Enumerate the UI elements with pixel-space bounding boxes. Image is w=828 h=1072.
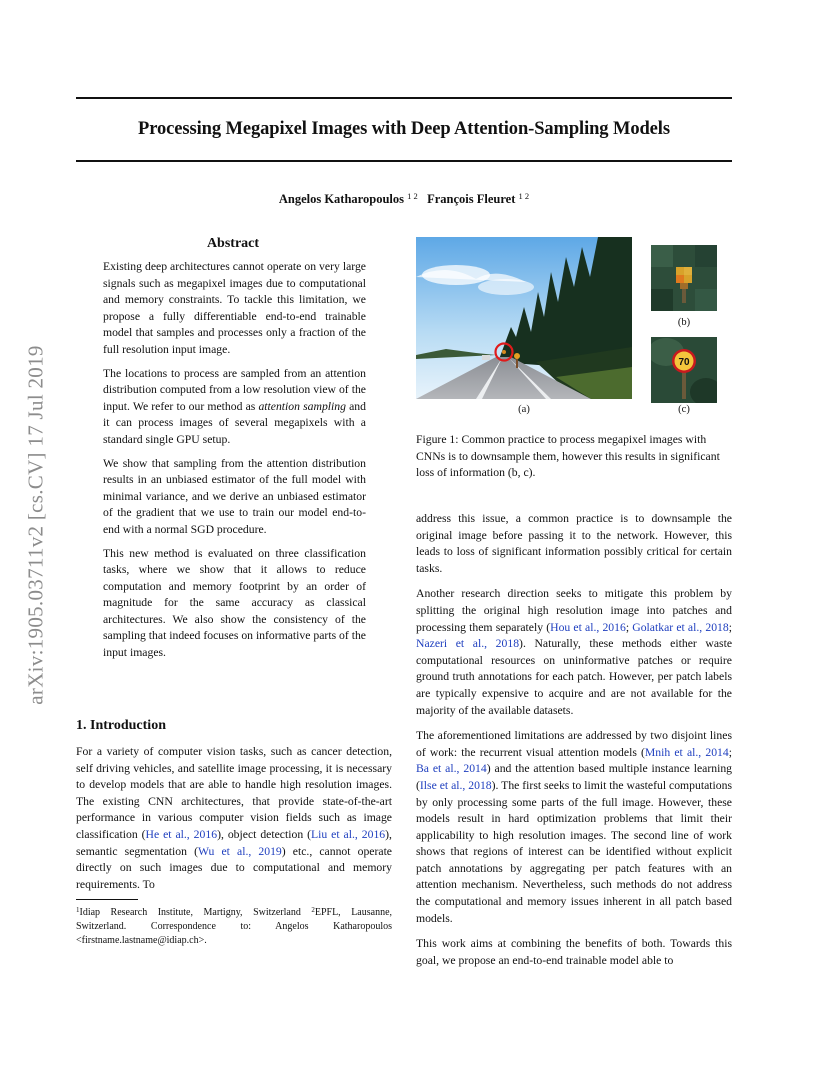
- section-heading-introduction: 1. Introduction: [76, 718, 166, 733]
- paper-title: Processing Megapixel Images with Deep Attention-Sampling Models: [138, 119, 670, 139]
- body-paragraph: [416, 586, 732, 719]
- intro-paragraph: [76, 744, 392, 893]
- citation-link[interactable]: Ba et al., 2014: [416, 762, 487, 776]
- footnote-rule: [76, 899, 138, 900]
- figure-highres-patch: [651, 337, 717, 403]
- emphasis-text: attention sampling: [258, 399, 346, 413]
- text-span: The aforementioned limitations are addressed by two disjoint lines of work: the recurrent visual attention models (: [416, 729, 732, 759]
- author-affiliation: 1 2: [518, 191, 530, 201]
- right-column-body: [416, 511, 732, 978]
- footnote: [76, 904, 392, 947]
- figure-caption: Figure 1: Common practice to process megapixel images with CNNs is to downsample them, however this results in significant loss of information (b, c).: [416, 433, 720, 480]
- arxiv-id: arXiv:1905.03711v2 [cs.CV] 17 Jul 2019: [23, 345, 48, 705]
- text-span: and it can process images of several megapixels with a standard single GPU setup.: [103, 399, 366, 446]
- citation-link[interactable]: Nazeri et al., 2018: [416, 637, 520, 651]
- citation-link[interactable]: Golatkar et al., 2018: [632, 620, 729, 634]
- body-paragraph: address this issue, a common practice is to downsample the original image before passing it to the network. However, this leads to loss of significant information possibly critical for certain tasks.: [416, 512, 732, 575]
- author-name: François Fleuret: [427, 192, 516, 206]
- citation-link[interactable]: Mnih et al., 2014: [644, 745, 729, 759]
- text-span: For a variety of computer vision tasks, such as cancer detection, self driving vehicles, and satellite image processing, it is necessary to develop models that are able to handle high resolution images. The existing CNN architectures, that provide state-of-the-art performance in various computer vision fields such as image classification (: [76, 745, 392, 841]
- author-name: Angelos Katharopoulos: [278, 192, 404, 206]
- abstract-paragraph: [103, 366, 366, 449]
- text-span: ). The first seeks to limit the wasteful computations by only processing some parts of the full image. However, these models result in hard optimization problems that limit their applicability to high resolution images. The second line of work shows that regions of interest can be identified without explicit patch annotations by aggregating per patch features with an attention mechanism. Nevertheless, such methods do not address the computational and memory issues inherent in all patch based models.: [416, 778, 732, 925]
- abstract-paragraph: We show that sampling from the attention distribution results in an unbiased estimator of the full model with minimal variance, and we derive an unbiased estimator of the gradient that we use to train our model end-to-end with a normal SGD procedure.: [103, 456, 366, 536]
- text-span: ). Naturally, these methods either waste computational resources on uninformative patches or require ground truth annotations for each patch. However, per patch labels are typically expensive to acquire and are not available for the majority of the available datasets.: [416, 637, 733, 717]
- speed-sign-text: 70: [678, 357, 690, 368]
- citation-link[interactable]: Liu et al., 2016: [311, 827, 386, 841]
- footnote-marker: 1: [76, 906, 80, 914]
- text-span: ), semantic segmentation (: [76, 827, 392, 858]
- author-list: [76, 191, 732, 207]
- text-span: ;: [728, 620, 732, 634]
- citation-link[interactable]: Wu et al., 2019: [197, 844, 282, 858]
- author-affiliation: 1 2: [407, 191, 418, 201]
- abstract-paragraph: Existing deep architectures cannot operate on very large signals such as megapixel images due to computational and memory constraints. To tackle this limitation, we propose a fully differentiable end-to-end trainable model that samples and processes only a fraction of the full resolution input image.: [103, 260, 366, 356]
- figure-sublabel-a: (a): [518, 404, 530, 415]
- text-span: Idiap Research Institute, Martigny, Switzerland: [79, 907, 312, 918]
- text-span: ) and the attention based multiple instance learning (: [416, 762, 733, 792]
- text-span: EPFL, Lausanne, Switzerland. Correspondence to: Angelos Katharopoulos <firstname.lastname@idiap.ch>.: [76, 907, 393, 946]
- figure-lowres-patch: [651, 245, 717, 311]
- citation-link[interactable]: Ilse et al., 2018: [419, 778, 492, 792]
- text-span: ) etc., cannot operate directly on such images due to computational and memory requirements. To: [76, 844, 392, 891]
- citation-link[interactable]: Hou et al., 2016: [550, 620, 626, 634]
- figure-road-scene: [416, 237, 632, 399]
- text-span: ;: [625, 620, 633, 634]
- arxiv-stamp: [20, 295, 52, 755]
- text-span: ;: [728, 745, 732, 759]
- figure-sublabel-c: (c): [678, 404, 690, 415]
- abstract-heading: Abstract: [206, 236, 260, 251]
- title-rule-bottom: [76, 160, 732, 162]
- citation-link[interactable]: He et al., 2016: [145, 827, 218, 841]
- body-paragraph: This work aims at combining the benefits of both. Towards this goal, we propose an end-to-end trainable model able to: [416, 937, 732, 967]
- text-span: The locations to process are sampled from an attention distribution computed from a low resolution view of the input. We refer to our method as: [103, 366, 366, 413]
- text-span: Another research direction seeks to mitigate this problem by splitting the original high resolution image into patches and processing them separately (: [416, 587, 732, 634]
- title-rule-top: [76, 97, 732, 99]
- text-span: ), object detection (: [217, 827, 311, 841]
- body-paragraph: [416, 728, 732, 927]
- figure-sublabel-b: (b): [677, 317, 691, 328]
- abstract-body: [103, 259, 366, 669]
- abstract-paragraph: This new method is evaluated on three classification tasks, where we show that it allows to reduce computation and memory footprint by an order of magnitude for the same accuracy as classical architectures. We also show the consistency of the sampling that indeed focuses on informative parts of the input images.: [103, 546, 366, 660]
- footnote-marker: 2: [311, 906, 315, 914]
